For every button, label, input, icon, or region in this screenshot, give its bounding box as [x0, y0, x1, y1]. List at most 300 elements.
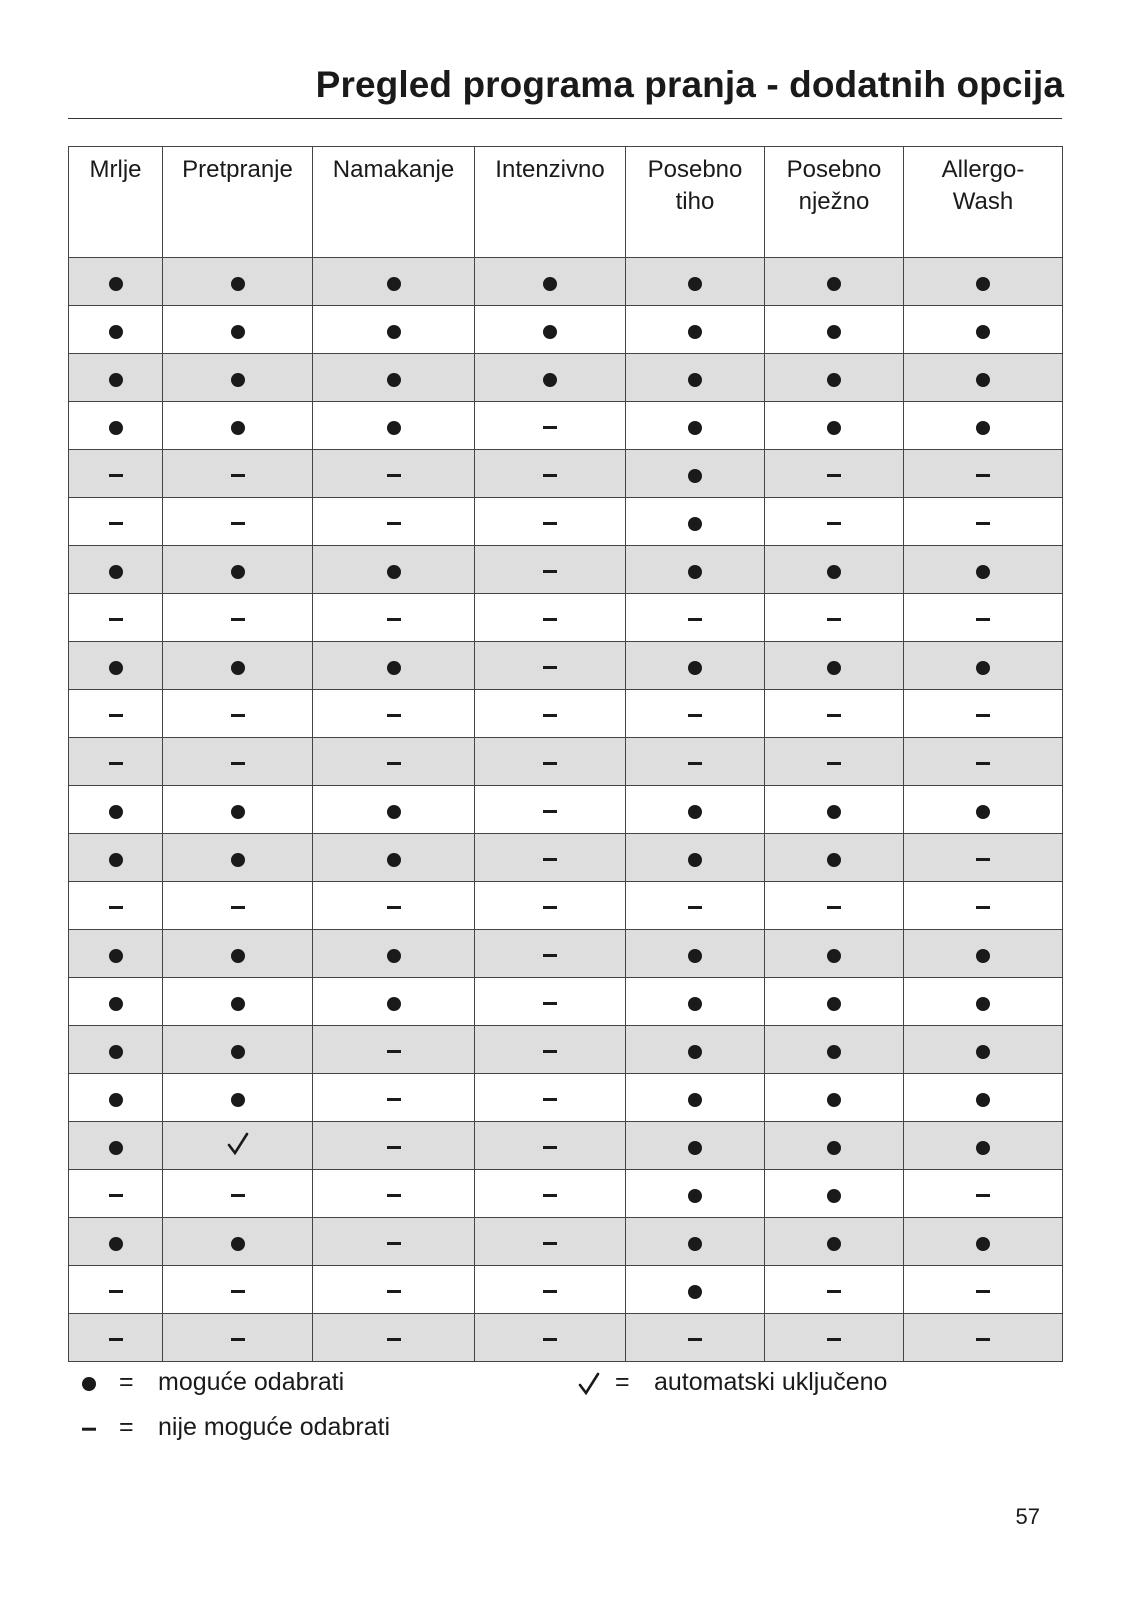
- dot-symbol-icon: [976, 421, 990, 435]
- table-row: [69, 306, 1063, 354]
- table-cell: [765, 258, 904, 306]
- dash-symbol-icon: [976, 522, 990, 525]
- table-cell: [904, 1314, 1063, 1362]
- dash-symbol-icon: [976, 858, 990, 861]
- dot-symbol-icon: [688, 661, 702, 675]
- table-cell: [69, 690, 163, 738]
- dot-symbol-icon: [387, 661, 401, 675]
- table-cell: [626, 690, 765, 738]
- table-cell: [626, 1122, 765, 1170]
- table-cell: [626, 1074, 765, 1122]
- table-header-row: [69, 147, 1063, 258]
- table-cell: [904, 450, 1063, 498]
- dash-symbol-icon: [976, 618, 990, 621]
- table-row: [69, 450, 1063, 498]
- dash-symbol-icon: [231, 906, 245, 909]
- table-cell: [904, 738, 1063, 786]
- table-cell: [626, 882, 765, 930]
- table-cell: [475, 1218, 626, 1266]
- dot-symbol-icon: [231, 1237, 245, 1251]
- dot-symbol-icon: [688, 805, 702, 819]
- dot-symbol-icon: [976, 1045, 990, 1059]
- table-cell: [313, 738, 475, 786]
- table-row: [69, 690, 1063, 738]
- table-row: [69, 978, 1063, 1026]
- table-cell: [475, 786, 626, 834]
- dot-symbol-icon: [387, 421, 401, 435]
- table-cell: [313, 354, 475, 402]
- table-cell: [765, 546, 904, 594]
- table-cell: [475, 1170, 626, 1218]
- table-cell: [163, 690, 313, 738]
- table-cell: [313, 498, 475, 546]
- table-cell: [475, 1122, 626, 1170]
- dot-symbol-icon: [387, 949, 401, 963]
- table-cell: [163, 306, 313, 354]
- table-row: [69, 546, 1063, 594]
- table-cell: [904, 594, 1063, 642]
- dash-symbol-icon: [387, 474, 401, 477]
- dot-symbol-icon: [231, 373, 245, 387]
- table-cell: [765, 1218, 904, 1266]
- dot-symbol-icon: [109, 805, 123, 819]
- dot-symbol-icon: [688, 469, 702, 483]
- dash-symbol-icon: [976, 1338, 990, 1341]
- table-cell: [313, 402, 475, 450]
- dash-symbol-icon: [827, 474, 841, 477]
- column-header-text: Posebno: [786, 156, 882, 183]
- dot-symbol-icon: [109, 1045, 123, 1059]
- dot-symbol-icon: [827, 421, 841, 435]
- table-cell: [69, 834, 163, 882]
- column-header-text: tiho: [675, 188, 715, 215]
- title-divider: [68, 118, 1062, 119]
- table-cell: [69, 498, 163, 546]
- dash-symbol-icon: [387, 714, 401, 717]
- dash-symbol-icon: [231, 522, 245, 525]
- legend-equals: =: [119, 1368, 134, 1396]
- table-cell: [626, 1218, 765, 1266]
- table-row: [69, 1026, 1063, 1074]
- table-row: [69, 738, 1063, 786]
- dash-symbol-icon: [109, 906, 123, 909]
- table-cell: [313, 450, 475, 498]
- table-cell: [69, 306, 163, 354]
- table-cell: [904, 258, 1063, 306]
- table-cell: [163, 882, 313, 930]
- table-cell: [765, 402, 904, 450]
- column-header-text: Allergo-: [941, 156, 1025, 183]
- dash-symbol-icon: [688, 1338, 702, 1341]
- table-cell: [163, 594, 313, 642]
- dot-symbol-icon: [827, 853, 841, 867]
- dot-symbol-icon: [827, 1141, 841, 1155]
- dash-symbol-icon: [109, 474, 123, 477]
- dash-symbol-icon: [387, 1098, 401, 1101]
- table-cell: [626, 1026, 765, 1074]
- table-cell: [765, 1122, 904, 1170]
- dot-symbol-icon: [976, 661, 990, 675]
- dash-symbol-icon: [387, 762, 401, 765]
- table-cell: [163, 546, 313, 594]
- legend-dash-label: nije moguće odabrati: [158, 1413, 391, 1441]
- table-cell: [475, 834, 626, 882]
- table-cell: [626, 546, 765, 594]
- dot-symbol-icon: [688, 1285, 702, 1299]
- table-cell: [313, 1122, 475, 1170]
- table-cell: [313, 1026, 475, 1074]
- table-cell: [765, 930, 904, 978]
- table-cell: [626, 1314, 765, 1362]
- column-header: [69, 147, 163, 258]
- dot-symbol-icon: [109, 997, 123, 1011]
- table-cell: [163, 738, 313, 786]
- table-cell: [313, 546, 475, 594]
- dot-symbol-icon: [387, 997, 401, 1011]
- table-cell: [313, 642, 475, 690]
- dot-symbol-icon: [231, 661, 245, 675]
- dash-symbol-icon: [827, 1290, 841, 1293]
- dash-symbol-icon: [543, 1050, 557, 1053]
- legend-item-check: [578, 1368, 998, 1400]
- dot-symbol-icon: [688, 1237, 702, 1251]
- column-header-text: nježno: [798, 188, 870, 215]
- dash-symbol-icon: [543, 1290, 557, 1293]
- table-row: [69, 258, 1063, 306]
- table-cell: [163, 930, 313, 978]
- dash-symbol-icon: [827, 618, 841, 621]
- dot-symbol-icon: [827, 277, 841, 291]
- table-cell: [163, 450, 313, 498]
- dot-symbol-icon: [109, 1141, 123, 1155]
- dot-symbol-icon: [231, 1093, 245, 1107]
- table-cell: [904, 642, 1063, 690]
- table-cell: [904, 882, 1063, 930]
- dash-symbol-icon: [543, 1002, 557, 1005]
- table-cell: [69, 642, 163, 690]
- table-cell: [475, 690, 626, 738]
- dot-symbol-icon: [976, 805, 990, 819]
- table-cell: [765, 1074, 904, 1122]
- legend-check-label: automatski uključeno: [654, 1368, 888, 1396]
- table-cell: [904, 546, 1063, 594]
- table-cell: [163, 1170, 313, 1218]
- table-cell: [626, 642, 765, 690]
- dot-symbol-icon: [688, 325, 702, 339]
- dash-symbol-icon: [827, 522, 841, 525]
- table-cell: [904, 690, 1063, 738]
- dash-symbol-icon: [231, 618, 245, 621]
- dot-symbol-icon: [688, 1189, 702, 1203]
- dot-symbol-icon: [976, 277, 990, 291]
- table-cell: [765, 786, 904, 834]
- table-cell: [765, 354, 904, 402]
- table-row: [69, 834, 1063, 882]
- table-cell: [626, 498, 765, 546]
- dot-symbol-icon: [231, 325, 245, 339]
- table-cell: [69, 594, 163, 642]
- dash-symbol-icon: [231, 1290, 245, 1293]
- column-header: [765, 147, 904, 258]
- dash-symbol-icon: [543, 474, 557, 477]
- column-header-text: Namakanje: [332, 156, 455, 183]
- dash-symbol-icon: [109, 1338, 123, 1341]
- table-row: [69, 354, 1063, 402]
- table-cell: [69, 882, 163, 930]
- legend-dot-label: moguće odabrati: [158, 1368, 345, 1396]
- dot-symbol-icon: [109, 661, 123, 675]
- dot-symbol-icon: [387, 277, 401, 291]
- dot-symbol-icon: [827, 949, 841, 963]
- table-cell: [765, 738, 904, 786]
- dot-symbol-icon: [827, 565, 841, 579]
- dot-symbol-icon: [827, 1189, 841, 1203]
- dot-symbol-icon: [976, 565, 990, 579]
- dash-symbol-icon: [231, 474, 245, 477]
- dash-symbol-icon: [109, 522, 123, 525]
- dot-symbol-icon: [688, 997, 702, 1011]
- column-header: [626, 147, 765, 258]
- table-row: [69, 1122, 1063, 1170]
- table-cell: [313, 1314, 475, 1362]
- table-cell: [69, 1170, 163, 1218]
- dot-symbol-icon: [109, 1093, 123, 1107]
- checkmark-icon: [578, 1372, 600, 1396]
- dot-symbol-icon: [231, 565, 245, 579]
- legend-item-dash: [82, 1413, 502, 1445]
- column-header-text: Mrlje: [89, 156, 142, 183]
- dash-symbol-icon: [976, 1290, 990, 1293]
- dot-symbol-icon: [827, 661, 841, 675]
- dot-symbol-icon: [688, 565, 702, 579]
- checkmark-icon: [227, 1132, 249, 1156]
- dash-symbol-icon: [543, 906, 557, 909]
- dot-symbol-icon: [827, 325, 841, 339]
- table-row: [69, 1074, 1063, 1122]
- table-cell: [475, 1314, 626, 1362]
- table-cell: [765, 1314, 904, 1362]
- table-cell: [69, 978, 163, 1026]
- table-cell: [475, 1266, 626, 1314]
- table-cell: [69, 1122, 163, 1170]
- table-cell: [475, 642, 626, 690]
- table-cell: [765, 1170, 904, 1218]
- dash-symbol-icon: [109, 618, 123, 621]
- dot-symbol-icon: [688, 421, 702, 435]
- dash-symbol-icon: [688, 714, 702, 717]
- table-cell: [69, 1314, 163, 1362]
- dot-symbol-icon: [688, 1045, 702, 1059]
- dot-symbol-icon: [387, 373, 401, 387]
- dot-symbol-icon: [231, 949, 245, 963]
- dash-symbol-icon: [543, 762, 557, 765]
- table-cell: [904, 354, 1063, 402]
- dash-symbol-icon: [387, 522, 401, 525]
- column-header: [904, 147, 1063, 258]
- table-cell: [163, 1026, 313, 1074]
- dash-symbol-icon: [543, 1098, 557, 1101]
- dot-symbol-icon: [543, 373, 557, 387]
- dot-symbol-icon: [387, 325, 401, 339]
- table-cell: [313, 258, 475, 306]
- dot-symbol-icon: [109, 277, 123, 291]
- table-cell: [475, 258, 626, 306]
- table-cell: [626, 930, 765, 978]
- dash-symbol-icon: [827, 906, 841, 909]
- table-cell: [626, 786, 765, 834]
- table-cell: [765, 1026, 904, 1074]
- table-cell: [765, 690, 904, 738]
- dot-symbol-icon: [109, 421, 123, 435]
- table-body: [69, 258, 1063, 1362]
- page-title: Pregled programa pranja - dodatnih opcija: [315, 64, 1064, 105]
- dot-symbol-icon: [976, 1141, 990, 1155]
- table-cell: [626, 306, 765, 354]
- table-cell: [313, 882, 475, 930]
- table-cell: [626, 738, 765, 786]
- table-cell: [69, 1218, 163, 1266]
- table-cell: [475, 1026, 626, 1074]
- dot-symbol-icon: [827, 1237, 841, 1251]
- dash-symbol-icon: [543, 1242, 557, 1245]
- dash-symbol-icon: [387, 906, 401, 909]
- table-cell: [765, 834, 904, 882]
- table-cell: [626, 402, 765, 450]
- dot-symbol-icon: [82, 1377, 96, 1391]
- dot-symbol-icon: [387, 805, 401, 819]
- dash-symbol-icon: [688, 618, 702, 621]
- dot-symbol-icon: [231, 1045, 245, 1059]
- table-row: [69, 498, 1063, 546]
- dot-symbol-icon: [827, 373, 841, 387]
- dot-symbol-icon: [688, 517, 702, 531]
- table-cell: [69, 354, 163, 402]
- table-cell: [163, 1074, 313, 1122]
- dot-symbol-icon: [976, 949, 990, 963]
- table-cell: [69, 258, 163, 306]
- dot-symbol-icon: [231, 853, 245, 867]
- column-header-text: Wash: [952, 188, 1014, 215]
- table-cell: [69, 786, 163, 834]
- table-row: [69, 1266, 1063, 1314]
- table-cell: [163, 402, 313, 450]
- table-row: [69, 642, 1063, 690]
- table-cell: [163, 834, 313, 882]
- dash-symbol-icon: [543, 570, 557, 573]
- table-cell: [313, 306, 475, 354]
- table-row: [69, 1218, 1063, 1266]
- table-cell: [475, 306, 626, 354]
- dash-symbol-icon: [543, 954, 557, 957]
- table-cell: [475, 978, 626, 1026]
- table-cell: [163, 1218, 313, 1266]
- legend-item-dot: [82, 1368, 502, 1400]
- table-cell: [475, 930, 626, 978]
- options-table: [68, 146, 1063, 1362]
- table-cell: [904, 930, 1063, 978]
- dot-symbol-icon: [688, 853, 702, 867]
- table-cell: [69, 546, 163, 594]
- dash-symbol-icon: [109, 714, 123, 717]
- table-cell: [904, 1218, 1063, 1266]
- table-cell: [765, 882, 904, 930]
- dot-symbol-icon: [976, 1237, 990, 1251]
- table-cell: [626, 354, 765, 402]
- legend-equals: =: [615, 1368, 630, 1396]
- table-cell: [475, 594, 626, 642]
- dash-symbol-icon: [543, 426, 557, 429]
- dash-symbol-icon: [543, 714, 557, 717]
- dot-symbol-icon: [827, 805, 841, 819]
- dot-symbol-icon: [827, 1093, 841, 1107]
- table-cell: [313, 690, 475, 738]
- dash-symbol-icon: [543, 618, 557, 621]
- table-cell: [475, 450, 626, 498]
- dash-symbol-icon: [976, 1194, 990, 1197]
- dot-symbol-icon: [688, 1093, 702, 1107]
- table-cell: [69, 1074, 163, 1122]
- table-cell: [313, 594, 475, 642]
- column-header-text: Posebno: [647, 156, 743, 183]
- table-cell: [163, 642, 313, 690]
- table-cell: [904, 1122, 1063, 1170]
- table-cell: [904, 402, 1063, 450]
- table-cell: [765, 978, 904, 1026]
- dash-symbol-icon: [543, 1338, 557, 1341]
- table-cell: [313, 930, 475, 978]
- dash-symbol-icon: [82, 1428, 96, 1431]
- dash-symbol-icon: [543, 666, 557, 669]
- dot-symbol-icon: [109, 949, 123, 963]
- dot-symbol-icon: [231, 997, 245, 1011]
- table-row: [69, 402, 1063, 450]
- table-cell: [163, 978, 313, 1026]
- dot-symbol-icon: [109, 853, 123, 867]
- dash-symbol-icon: [231, 1194, 245, 1197]
- dash-symbol-icon: [827, 1338, 841, 1341]
- page-number: 57: [1015, 1504, 1040, 1529]
- table-cell: [69, 402, 163, 450]
- table-cell: [904, 498, 1063, 546]
- table-row: [69, 1170, 1063, 1218]
- dash-symbol-icon: [827, 762, 841, 765]
- table-cell: [163, 258, 313, 306]
- table-cell: [69, 1266, 163, 1314]
- dot-symbol-icon: [231, 805, 245, 819]
- table-cell: [904, 834, 1063, 882]
- table-cell: [626, 594, 765, 642]
- table-cell: [69, 930, 163, 978]
- table-cell: [475, 546, 626, 594]
- table-cell: [904, 786, 1063, 834]
- dash-symbol-icon: [976, 714, 990, 717]
- dash-symbol-icon: [387, 618, 401, 621]
- dot-symbol-icon: [543, 277, 557, 291]
- table-cell: [313, 834, 475, 882]
- dot-symbol-icon: [387, 565, 401, 579]
- table-cell: [163, 1314, 313, 1362]
- table-cell: [475, 738, 626, 786]
- dot-symbol-icon: [109, 565, 123, 579]
- table-cell: [904, 978, 1063, 1026]
- dash-symbol-icon: [231, 1338, 245, 1341]
- dash-symbol-icon: [109, 762, 123, 765]
- table-cell: [626, 1170, 765, 1218]
- table-cell: [626, 450, 765, 498]
- dash-symbol-icon: [543, 810, 557, 813]
- dot-symbol-icon: [109, 325, 123, 339]
- table-cell: [313, 786, 475, 834]
